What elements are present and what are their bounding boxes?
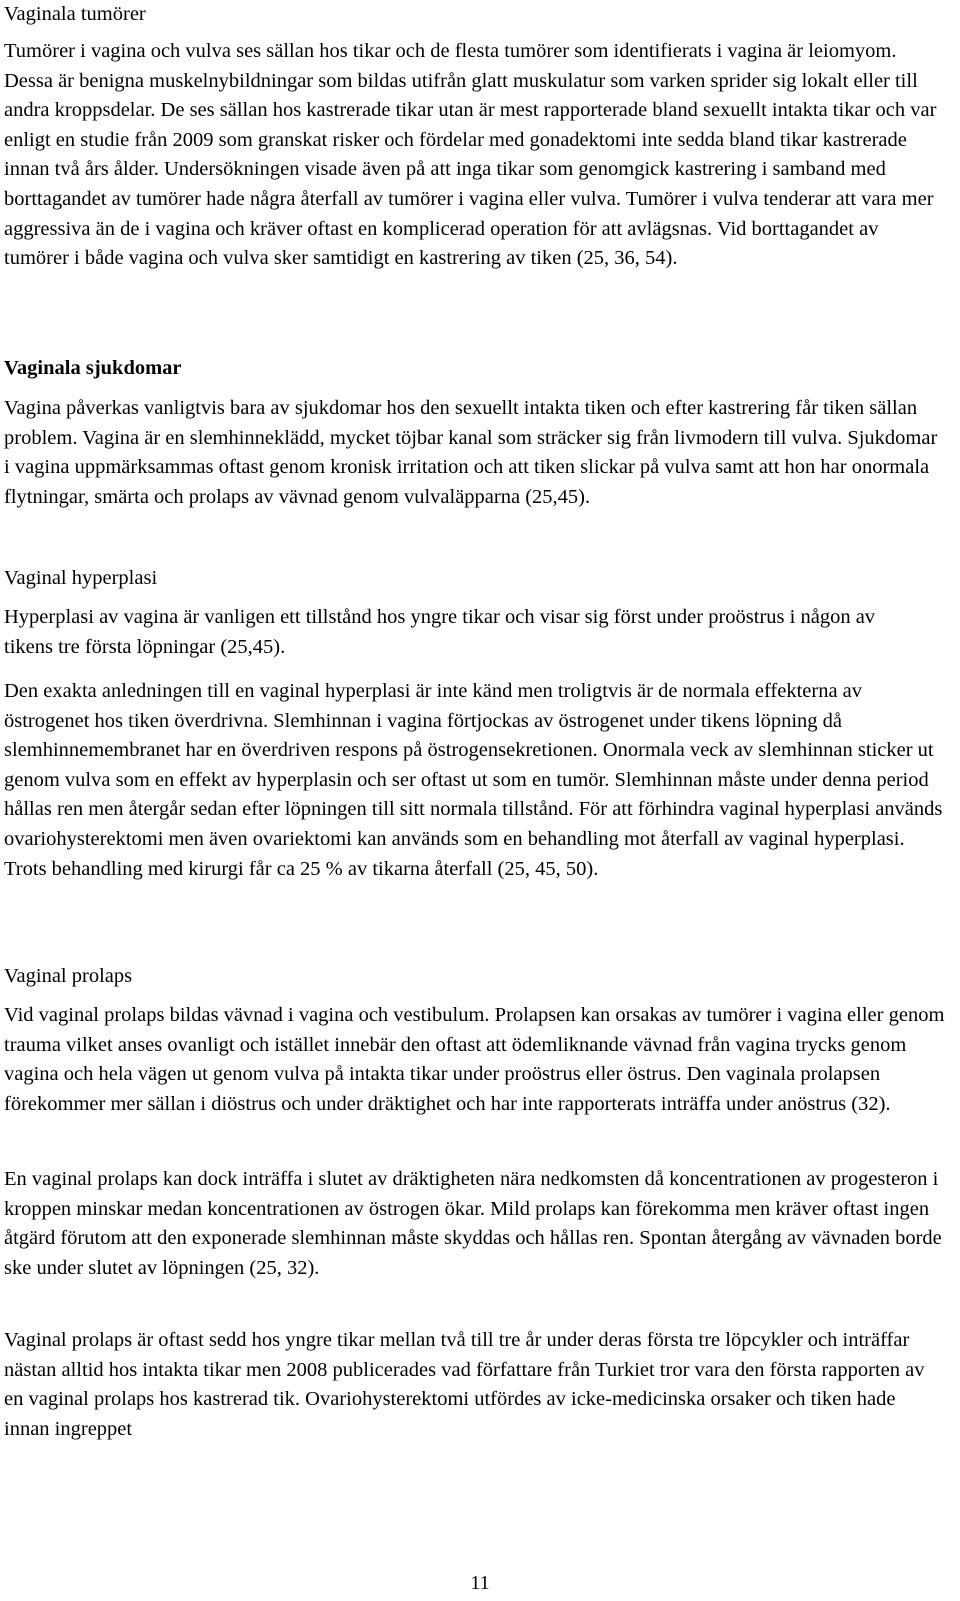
section-heading-vaginal-prolaps: Vaginal prolaps [4, 965, 133, 987]
paragraph-vaginala-sjukdomar: Vagina påverkas vanligtvis bara av sjukdomar hos den sexuellt intakta tiken och efter kastrering får tiken sällan problem. Vagina är en slemhinneklädd, mycket töjbar kanal som sträcker sig från livmodern till vulva. Sjukdomar i vagina uppmärksammas oftast genom kronisk irritation och att tiken slickar på vulva samt att hon har onormala flytningar, smärta och prolaps av vävnad genom vulvaläpparna (25,45). [4, 397, 938, 508]
page-number: 11 [470, 1572, 490, 1594]
paragraph-prolaps-yngre-tikar: Vaginal prolaps är oftast sedd hos yngre tikar mellan två till tre år under deras första tre löpcykler och inträffar nästan alltid hos intakta tikar men 2008 publicerades vad författare från Turkiet tror vara den första rapporten av en vaginal prolaps hos kastrerad tik. Ovariohysterektomi utfördes av icke-medicinska orsaker och tiken hade innan ingreppet [4, 1329, 925, 1440]
paragraph-hyperplasi-details: Den exakta anledningen till en vaginal hyperplasi är inte känd men troligtvis är de normala effekterna av östrogenet hos tiken överdrivna. Slemhinnan i vagina förtjockas av östrogenet under tikens löpning då slemhinnemembranet har en överdriven respons på östrogensekretionen. Onormala veck av slemhinnan sticker ut genom vulva som en effekt av hyperplasin och ser oftast ut som en tumör. Slemhinnan måste under denna period hållas ren men återgår sedan efter löpningen till sitt normala tillstånd. För att förhindra vaginal hyperplasi används ovariohysterektomi men även ovariektomi kan används som en behandling mot återfall av vaginal hyperplasi. Trots behandling med kirurgi får ca 25 % av tikarna återfall (25, 45, 50). [4, 680, 943, 880]
section-heading-vaginala-tumorer: Vaginala tumörer [4, 3, 146, 25]
paragraph-prolaps-drktighet: En vaginal prolaps kan dock inträffa i slutet av dräktigheten nära nedkomsten då koncentrationen av progesteron i kroppen minskar medan koncentrationen av östrogen ökar. Mild prolaps kan förekomma men kräver oftast ingen åtgärd förutom att den exponerade slemhinnan måste skyddas och hållas ren. Spontan återgång av vävnaden borde ske under slutet av löpningen (25, 32). [4, 1168, 942, 1279]
section-heading-vaginal-hyperplasi: Vaginal hyperplasi [4, 567, 158, 589]
section-heading-vaginala-sjukdomar: Vaginala sjukdomar [4, 357, 182, 379]
paragraph-prolaps-intro: Vid vaginal prolaps bildas vävnad i vagina och vestibulum. Prolapsen kan orsakas av tumörer i vagina eller genom trauma vilket anses ovanligt och istället innebär den oftast att ödemliknande vävnad från vagina trycks genom vagina och hela vägen ut genom vulva på intakta tikar under proöstrus eller östrus. Den vaginala prolapsen förekommer mer sällan i diöstrus och under dräktighet och har inte rapporterats inträffa under anöstrus (32). [4, 1004, 945, 1115]
paragraph-vaginala-tumorer: Tumörer i vagina och vulva ses sällan hos tikar och de flesta tumörer som identifierats i vagina är leiomyom. Dessa är benigna muskelnybildningar som bildas utifrån glatt muskulatur som varken sprider sig lokalt eller till andra kroppsdelar. De ses sällan hos kastrerade tikar utan är mest rapporterade bland sexuellt intakta tikar och var enligt en studie från 2009 som granskat risker och fördelar med gonadektomi inte sedda bland tikar kastrerade innan två års ålder. Undersökningen visade även på att inga tikar som genomgick kastrering i samband med borttagandet av tumörer hade några återfall av tumörer i vagina eller vulva. Tumörer i vulva tenderar att vara mer aggressiva än de i vagina och kräver oftast en komplicerad operation för att avlägsnas. Vid borttagandet av tumörer i både vagina och vulva sker samtidigt en kastrering av tiken (25, 36, 54). [4, 40, 937, 270]
paragraph-hyperplasi-intro: Hyperplasi av vagina är vanligen ett tillstånd hos yngre tikar och visar sig först under proöstrus i någon av tikens tre första löpningar (25,45). [4, 606, 876, 658]
